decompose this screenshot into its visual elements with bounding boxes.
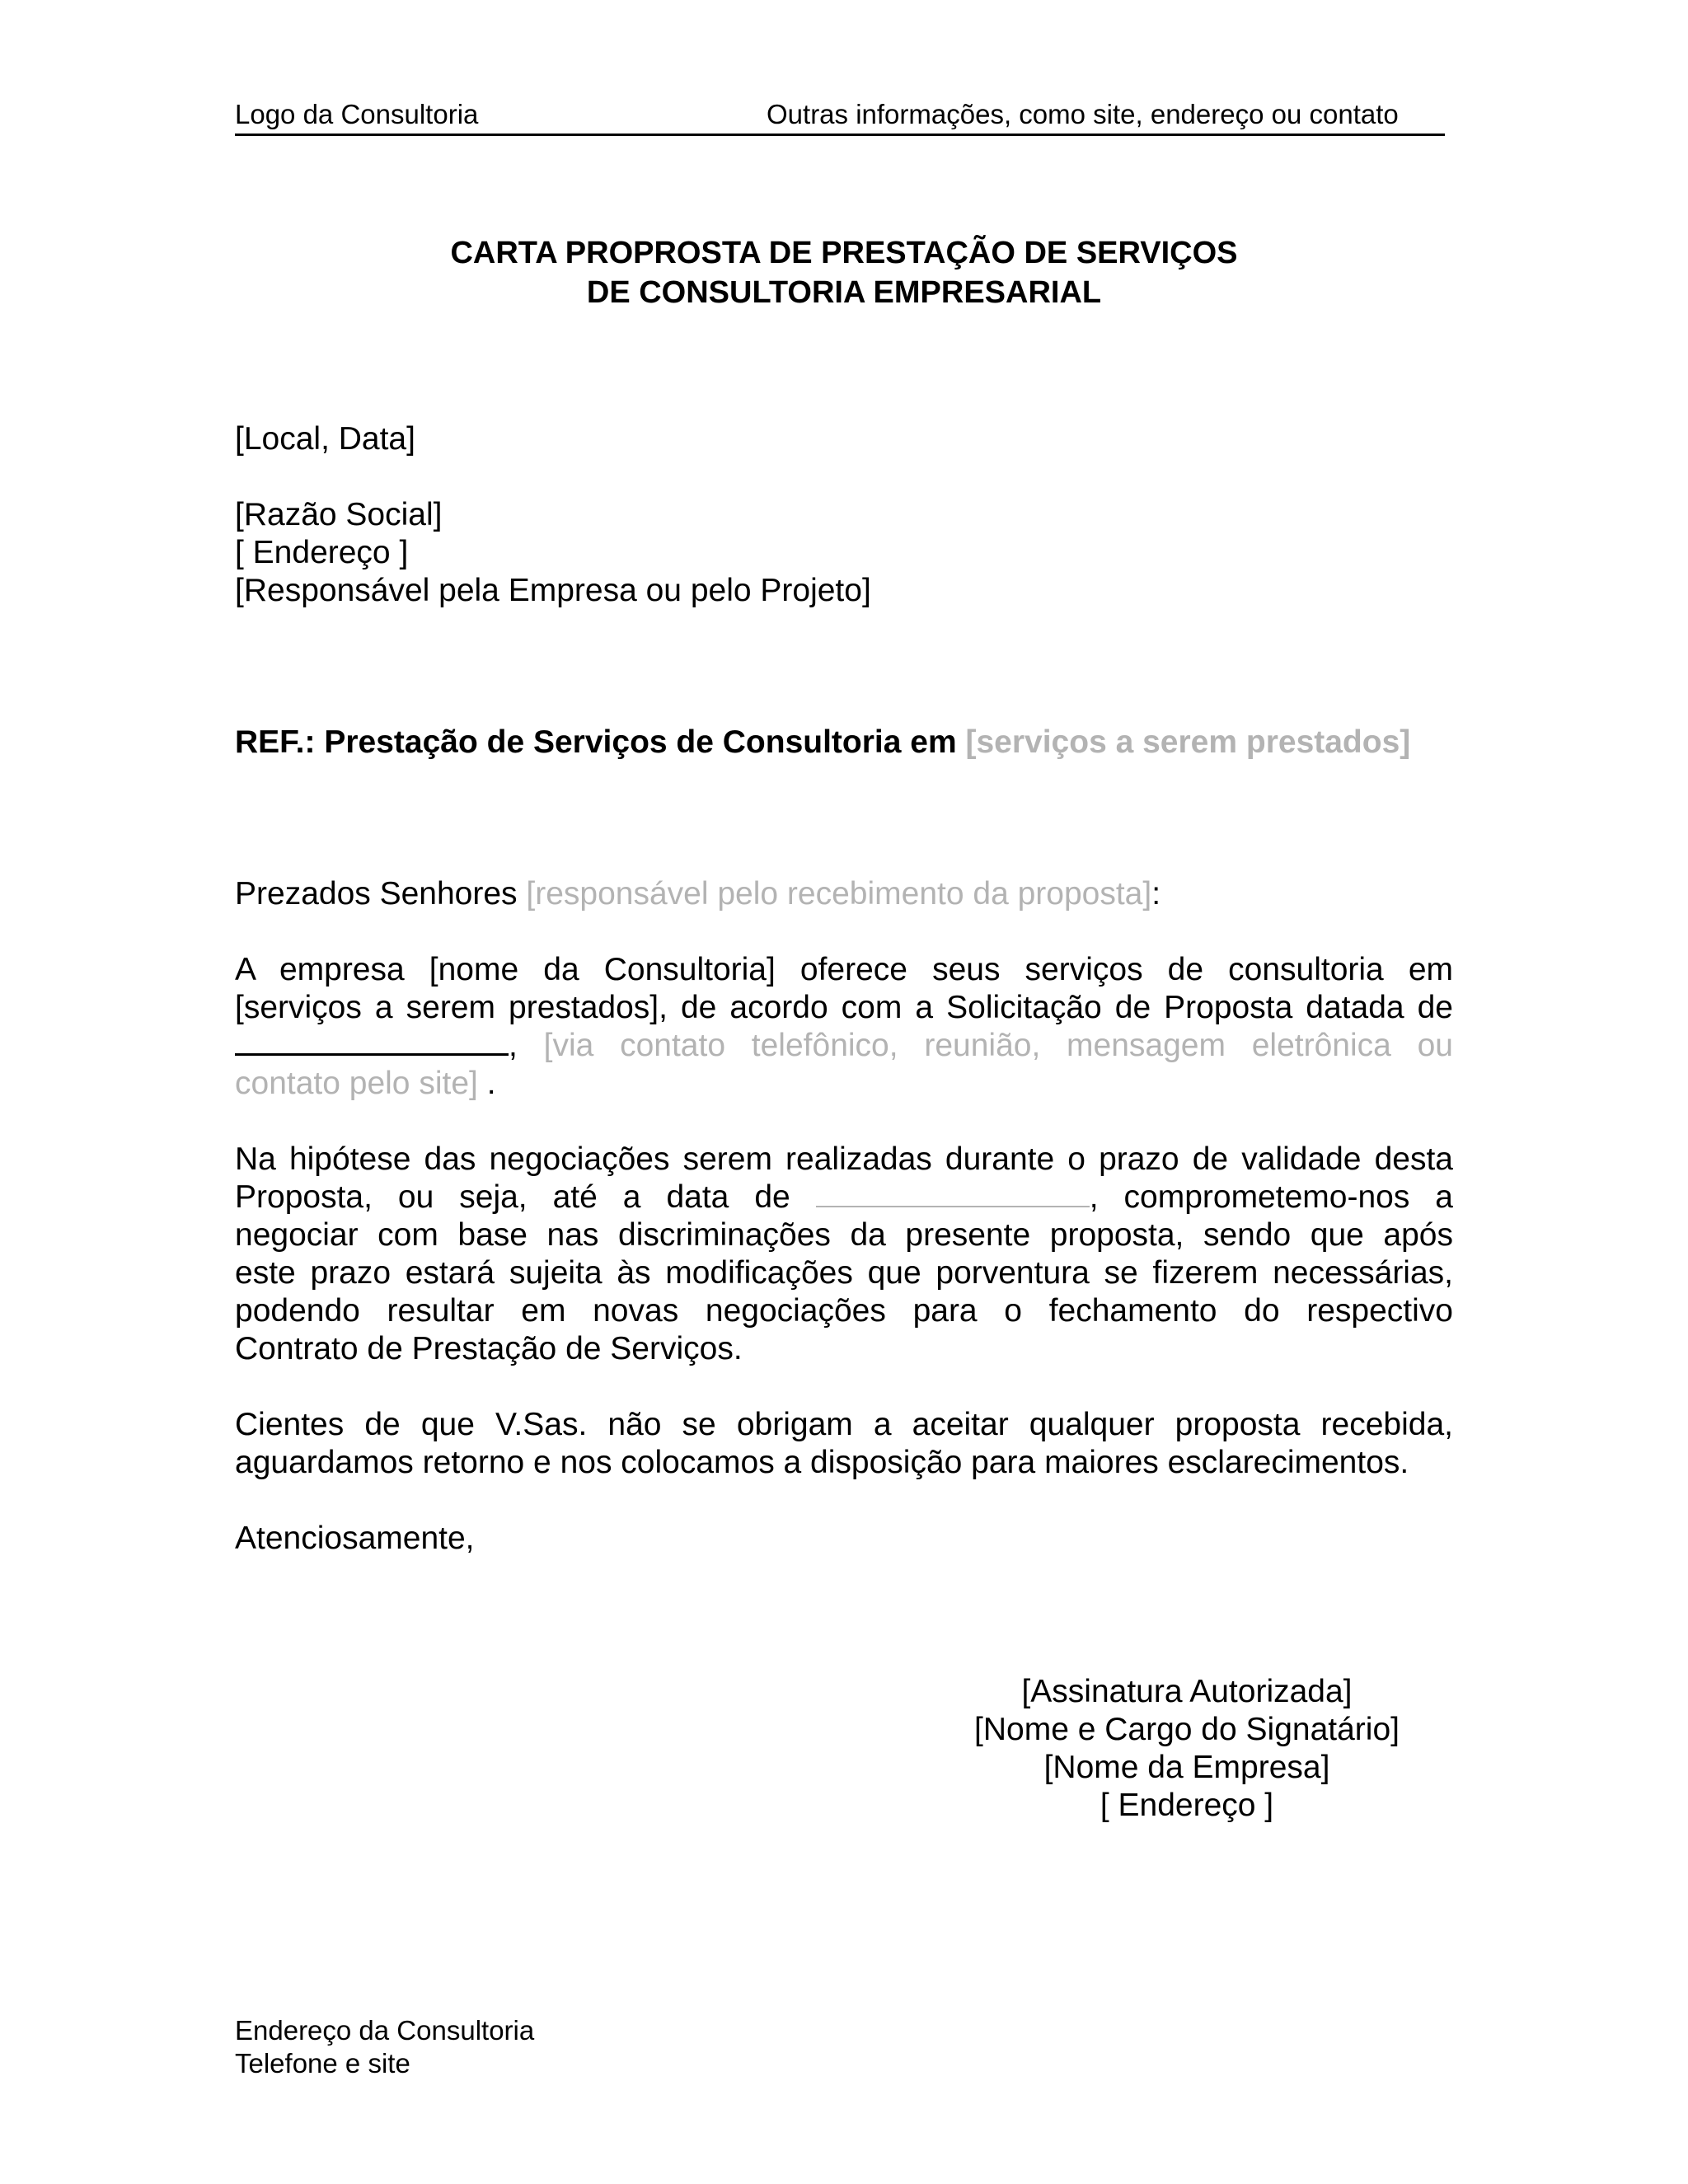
acknowledgement-line-1: Cientes de que V.Sas. não se obrigam a aceitar qualquer proposta recebida, xyxy=(235,1407,1453,1442)
reference-label: REF.: Prestação de Serviços de Consultoria em xyxy=(235,724,957,760)
offer-line-3 xyxy=(235,1027,1453,1065)
validity-line-4: este prazo estará sujeita às modificações que porventura se fizerem necessárias, xyxy=(235,1255,1453,1291)
offer-line-4 xyxy=(235,1065,1453,1103)
validity-line-2-end: , comprometemo-nos a xyxy=(1089,1179,1453,1215)
offer-line-4-end: . xyxy=(486,1066,496,1101)
validity-line-1: Na hipótese das negociações serem realizadas durante o prazo de validade desta xyxy=(235,1141,1453,1177)
recipient-address: [ Endereço ] xyxy=(235,535,409,570)
place-date xyxy=(235,420,1453,458)
closing xyxy=(235,1520,1453,1558)
recipient-company: [Razão Social] xyxy=(235,497,443,532)
signature-name-role: [Nome e Cargo do Signatário] xyxy=(974,1712,1400,1747)
title-line-2: DE CONSULTORIA EMPRESARIAL xyxy=(586,275,1102,310)
reference-placeholder: [serviços a serem prestados] xyxy=(965,724,1411,760)
title-line-1: CARTA PROPROSTA DE PRESTAÇÃO DE SERVIÇOS xyxy=(450,236,1238,270)
validity-line-5: podendo resultar em novas negociações para o fechamento do respectivo xyxy=(235,1293,1453,1329)
signature-block xyxy=(931,1673,1442,1825)
offer-line-2: [serviços a serem prestados], de acordo com a Solicitação de Proposta datada de xyxy=(235,990,1453,1025)
greeting-text: Prezados Senhores xyxy=(235,876,518,912)
signature-company: [Nome da Empresa] xyxy=(1043,1750,1330,1785)
validity-line-6: Contrato de Prestação de Serviços. xyxy=(235,1331,743,1366)
signature-authorized: [Assinatura Autorizada] xyxy=(1021,1674,1353,1709)
paragraph-validity xyxy=(235,1141,1453,1368)
date-blank-field xyxy=(235,1029,509,1056)
paragraph-offer xyxy=(235,951,1453,1103)
consultancy-logo-placeholder: Logo da Consultoria xyxy=(235,99,479,129)
recipient-responsible: [Responsável pela Empresa ou pelo Projeto] xyxy=(235,573,871,608)
letter-title xyxy=(235,233,1453,312)
validity-line-3: negociar com base nas discriminações da presente proposta, sendo que após xyxy=(235,1217,1453,1253)
footer-address: Endereço da Consultoria xyxy=(235,2015,535,2046)
validity-line-2-start: Proposta, ou seja, até a data de xyxy=(235,1179,790,1215)
page-footer xyxy=(235,2014,534,2080)
contact-method-placeholder-end: contato pelo site] xyxy=(235,1066,478,1101)
header-contact-info: Outras informações, como site, endereço ou contato xyxy=(767,99,1399,129)
contact-method-placeholder: [via contato telefônico, reunião, mensagem eletrônica ou xyxy=(543,1028,1453,1063)
validity-date-blank xyxy=(816,1181,1090,1207)
recipient-block xyxy=(235,496,1453,610)
greeting xyxy=(235,875,1453,913)
validity-line-2 xyxy=(235,1179,1453,1216)
signature-address: [ Endereço ] xyxy=(1100,1788,1274,1823)
place-date-text: [Local, Data] xyxy=(235,421,415,457)
closing-text: Atenciosamente, xyxy=(235,1521,475,1556)
offer-line-3-separator: , xyxy=(509,1028,518,1063)
greeting-placeholder: [responsável pelo recebimento da proposta] xyxy=(526,876,1152,912)
acknowledgement-line-2: aguardamos retorno e nos colocamos a disposição para maiores esclarecimentos. xyxy=(235,1445,1409,1480)
validity-date-field xyxy=(816,1179,1453,1215)
page-header xyxy=(235,96,1445,136)
offer-line-1: A empresa [nome da Consultoria] oferece seus serviços de consultoria em xyxy=(235,952,1453,987)
footer-phone-site: Telefone e site xyxy=(235,2048,410,2079)
greeting-suffix: : xyxy=(1151,876,1161,912)
paragraph-acknowledgement xyxy=(235,1406,1453,1482)
reference-line xyxy=(235,724,1453,762)
